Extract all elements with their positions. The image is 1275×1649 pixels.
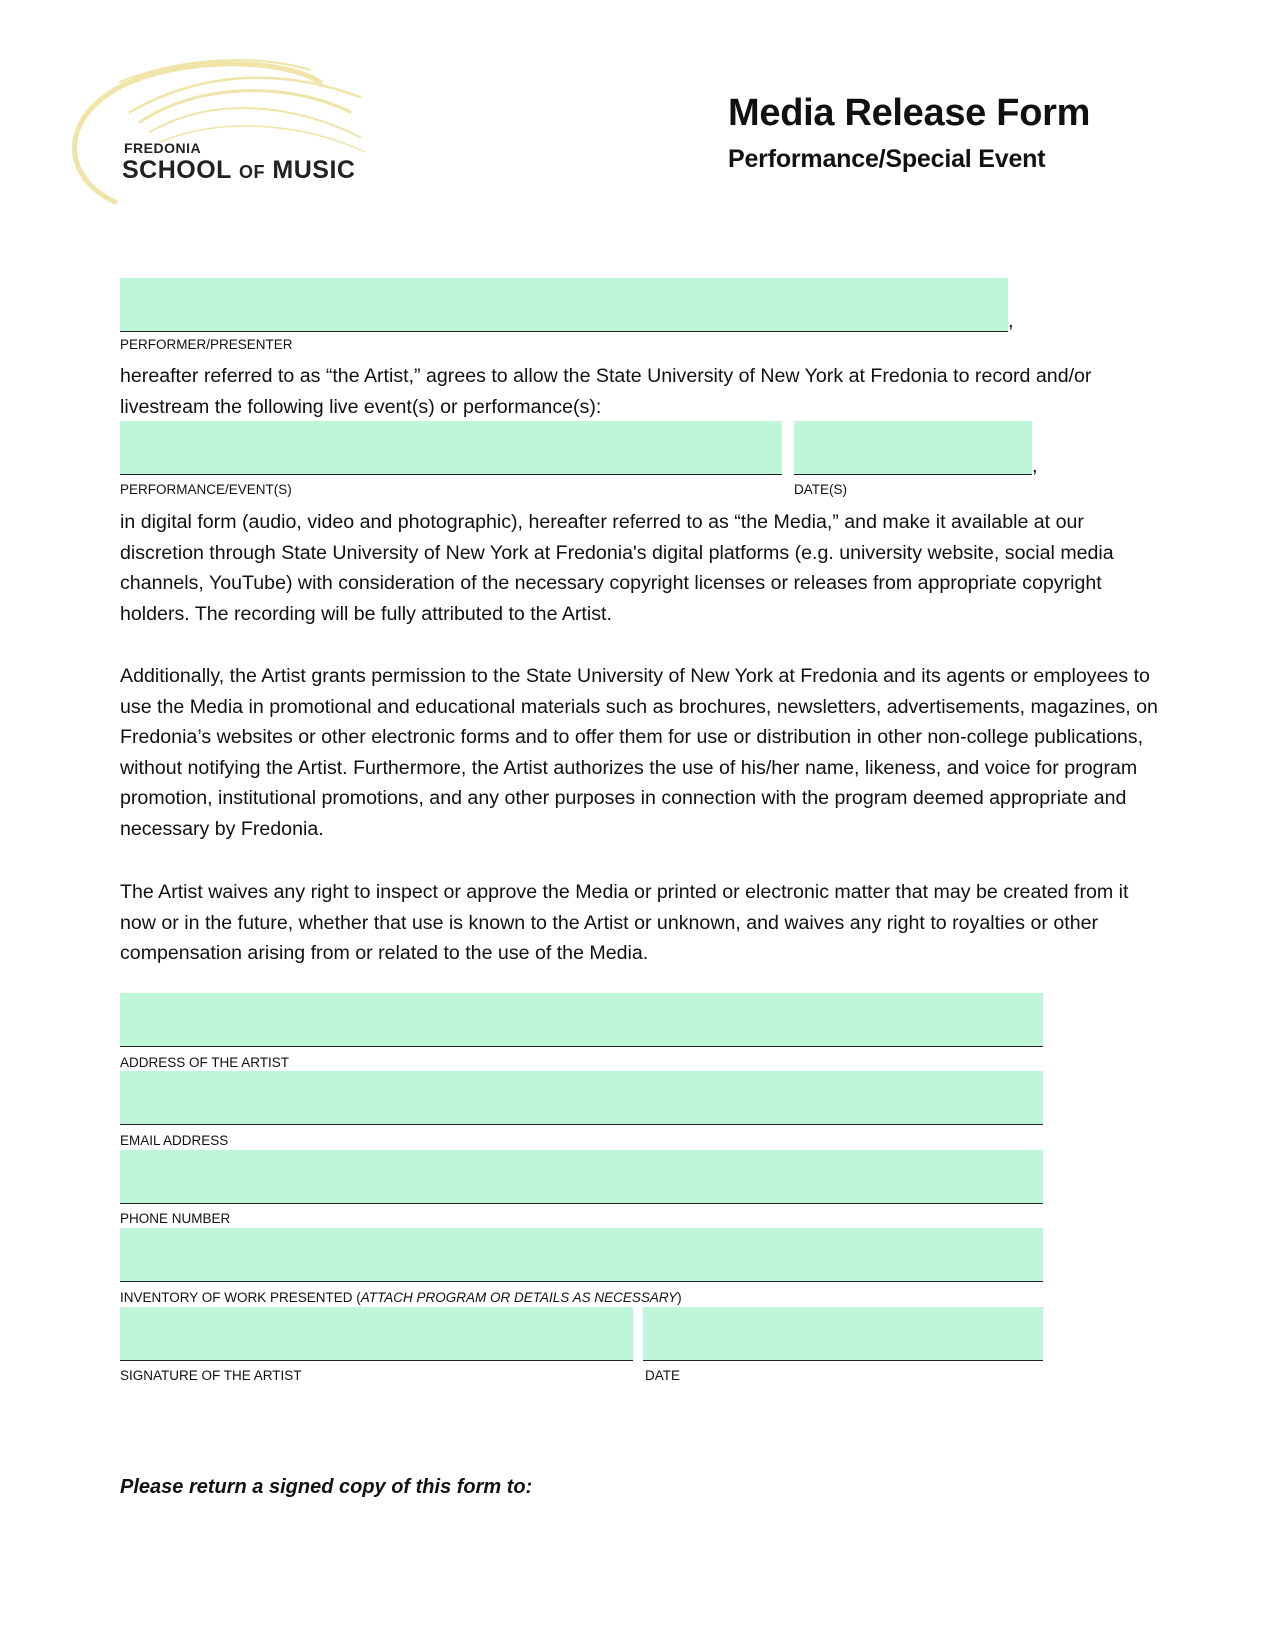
logo-swoosh-icon	[60, 52, 370, 222]
signature-label: SIGNATURE OF THE ARTIST	[120, 1368, 302, 1383]
email-label: EMAIL ADDRESS	[120, 1133, 229, 1148]
performer-presenter-label: PERFORMER/PRESENTER	[120, 337, 293, 352]
comma: ,	[1032, 455, 1038, 477]
address-field[interactable]	[120, 993, 1043, 1047]
address-label: ADDRESS OF THE ARTIST	[120, 1055, 290, 1070]
logo-school-of-music-text: SCHOOL OF MUSIC	[122, 156, 356, 184]
fredonia-school-of-music-logo	[60, 52, 370, 222]
phone-label: PHONE NUMBER	[120, 1211, 231, 1226]
email-field[interactable]	[120, 1071, 1043, 1125]
inventory-label: INVENTORY OF WORK PRESENTED (ATTACH PROGRAM OR DETAILS AS NECESSARY)	[120, 1290, 682, 1305]
form-title: Media Release Form	[728, 92, 1091, 134]
comma: ,	[1008, 310, 1014, 332]
signature-date-field[interactable]	[643, 1307, 1043, 1361]
return-instructions: Please return a signed copy of this form to:	[120, 1476, 533, 1498]
signature-field[interactable]	[120, 1307, 633, 1361]
paragraph-waiver: The Artist waives any right to inspect or approve the Media or printed or electronic matter that may be created from it now or in the future, whether that use is known to the Artist or unknown, and waives any right to royalties or other compensation arising from or related to the use of the Media.	[120, 881, 1129, 964]
signature-date-label: DATE	[645, 1368, 681, 1383]
phone-field[interactable]	[120, 1150, 1043, 1204]
dates-field[interactable]	[794, 421, 1032, 475]
paragraph-intro: hereafter referred to as “the Artist,” agrees to allow the State University of New York at Fredonia to record and/or livestream the following live event(s) or performance(s):	[120, 365, 1092, 418]
dates-label: DATE(S)	[794, 482, 847, 497]
inventory-field[interactable]	[120, 1228, 1043, 1282]
performer-presenter-field[interactable]	[120, 278, 1008, 332]
paragraph-additionally: Additionally, the Artist grants permission to the State University of New York at Fredonia and its agents or employees to use the Media in promotional and educational materials such as brochures, newsletters, advertisements, magazines, on Fredonia’s websites or other electronic forms and to offer them for use or distribution in other non-college publications, without notifying the Artist. Furthermore, the Artist authorizes the use of his/her name, likeness, and voice for program promotion, institutional promotions, and any other purposes in connection with the program deemed appropriate and necessary by Fredonia.	[120, 665, 1158, 840]
form-subtitle: Performance/Special Event	[728, 145, 1046, 173]
performance-event-field[interactable]	[120, 421, 782, 475]
performance-event-label: PERFORMANCE/EVENT(S)	[120, 482, 292, 497]
logo-fredonia-text: FREDONIA	[124, 140, 202, 156]
paragraph-digital-form: in digital form (audio, video and photographic), hereafter referred to as “the Media,” and make it available at our discretion through State University of New York at Fredonia's digital platforms (e.g. university website, social media channels, YouTube) with consideration of the necessary copyright licenses or releases from appropriate copyright holders. The recording will be fully attributed to the Artist.	[120, 511, 1114, 625]
